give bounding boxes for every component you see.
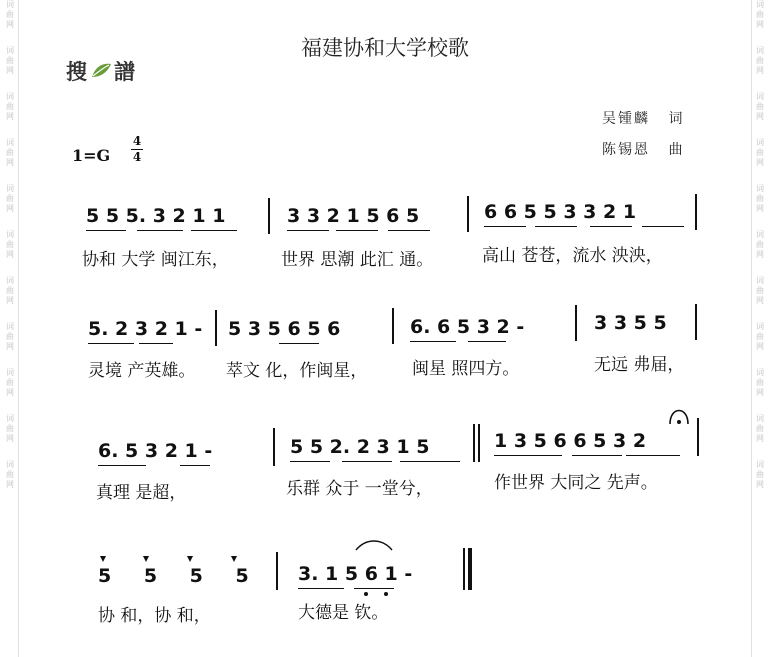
beam <box>494 455 562 456</box>
watermark-text: 词 曲 网 <box>6 414 14 443</box>
barline <box>215 310 217 346</box>
beam <box>484 226 526 227</box>
beam <box>535 226 577 227</box>
watermark-text: 词 曲 网 <box>6 460 14 489</box>
watermark-text: 词 曲 网 <box>6 322 14 351</box>
beam <box>400 461 460 462</box>
watermark-text: 词 曲 网 <box>756 46 764 75</box>
beam <box>86 230 126 231</box>
composer-name: 陈锡恩 <box>602 142 650 158</box>
meter-top: 4 <box>132 134 142 148</box>
watermark-text: 词 曲 网 <box>756 414 764 443</box>
line1-measure3-notes: 6 6 5 5 3 3 2 1 <box>484 201 637 223</box>
margin-line-right <box>751 0 752 657</box>
beam <box>590 226 632 227</box>
low-octave-dot <box>384 592 388 596</box>
beam <box>410 341 456 342</box>
site-logo[interactable] <box>66 56 136 86</box>
line3-measure2-notes: 5 5 2. 2 3 1 5 <box>290 436 430 458</box>
line2-lyrics1: 灵境 产英雄。 <box>88 361 196 381</box>
line4-measure2-notes: 3. 1 5 6 1 - <box>298 563 413 585</box>
final-barline-thin <box>463 548 465 590</box>
watermark-text: 词 曲 网 <box>6 230 14 259</box>
line2-measure2-notes: 5 3 5 6 5 6 <box>228 318 341 340</box>
line2-measure3-notes: 6. 6 5 3 2 - <box>410 316 525 338</box>
watermark-text: 词 曲 网 <box>756 368 764 397</box>
barline <box>392 308 394 344</box>
barline <box>695 304 697 340</box>
beam <box>137 230 183 231</box>
watermark-text: 词 曲 网 <box>756 0 764 29</box>
beam <box>642 226 684 227</box>
logo-text-right: 譜 <box>114 60 136 84</box>
line3-lyrics1: 真理 是超， <box>96 483 187 503</box>
barline <box>695 194 697 230</box>
beam <box>279 343 319 344</box>
time-signature <box>130 134 144 165</box>
lyricist-name: 吴锺麟 <box>602 111 650 127</box>
watermark-text: 词 曲 网 <box>756 460 764 489</box>
line3-measure3-notes: 1 3 5 6 6 5 3 2 <box>494 430 647 452</box>
barline <box>697 418 699 456</box>
accent-icon <box>187 556 193 562</box>
watermark-text: 词 曲 网 <box>756 322 764 351</box>
line2-lyrics2: 萃文 化，作闽星， <box>226 361 368 381</box>
watermark-left <box>4 0 16 657</box>
watermark-text: 词 曲 网 <box>756 276 764 305</box>
line1-lyrics2: 世界 思潮 此汇 通。 <box>281 250 434 270</box>
beam <box>88 343 134 344</box>
barline <box>276 552 278 590</box>
accent-icon <box>231 556 237 562</box>
watermark-text: 词 曲 网 <box>6 184 14 213</box>
fermata-icon <box>668 404 690 430</box>
beam <box>354 588 394 589</box>
line1-lyrics1: 协和 大学 闽江东， <box>82 250 229 270</box>
watermark-text: 词 曲 网 <box>756 230 764 259</box>
slur-icon <box>354 538 394 552</box>
line3-lyrics2: 乐群 众于 一堂兮， <box>286 479 433 499</box>
line1-measure1-notes: 5 5 5. 3 2 1 1 <box>86 205 226 227</box>
final-barline-thick <box>468 548 472 590</box>
beam <box>572 455 622 456</box>
barline <box>268 198 270 234</box>
beam <box>336 230 378 231</box>
beam <box>139 343 173 344</box>
barline <box>575 305 577 341</box>
line2-lyrics4: 无远 弗届， <box>594 355 685 375</box>
line2-measure1-notes: 5. 2 3 2 1 - <box>88 318 203 340</box>
barline <box>467 196 469 232</box>
watermark-text: 词 曲 网 <box>6 0 14 29</box>
line1-measure2-notes: 3 3 2 1 5 6 5 <box>287 205 420 227</box>
key-signature: 1=G <box>72 146 111 165</box>
line4-lyrics1: 协 和，协 和， <box>98 606 211 626</box>
beam <box>388 230 430 231</box>
accent-icon <box>100 556 106 562</box>
watermark-text: 词 曲 网 <box>756 138 764 167</box>
watermark-text: 词 曲 网 <box>6 368 14 397</box>
line2-lyrics3: 闽星 照四方。 <box>412 359 520 379</box>
barline <box>478 424 480 462</box>
beam <box>191 230 237 231</box>
logo-text-left: 搜 <box>66 60 88 84</box>
watermark-right <box>754 0 766 657</box>
beam <box>342 461 392 462</box>
composer-credit <box>602 139 684 159</box>
meter-bottom: 4 <box>132 150 142 164</box>
beam <box>298 588 344 589</box>
low-octave-dot <box>364 592 368 596</box>
lyricist-role: 词 <box>668 111 685 127</box>
line2-measure4-notes: 3 3 5 5 <box>594 312 667 334</box>
watermark-text: 词 曲 网 <box>756 92 764 121</box>
line4-measure1-notes: 5 5 5 5 <box>98 565 249 587</box>
accent-icon <box>143 556 149 562</box>
line1-lyrics3: 高山 苍苍，流水 泱泱， <box>482 246 663 266</box>
beam <box>468 341 506 342</box>
barline <box>273 428 275 466</box>
beam <box>626 455 680 456</box>
margin-line-left <box>18 0 19 657</box>
beam <box>180 465 210 466</box>
watermark-text: 词 曲 网 <box>6 276 14 305</box>
watermark-text: 词 曲 网 <box>756 184 764 213</box>
line3-lyrics3: 作世界 大同之 先声。 <box>494 473 658 493</box>
beam <box>287 230 329 231</box>
beam <box>98 465 146 466</box>
line4-lyrics2: 大德是 钦。 <box>298 603 389 623</box>
watermark-text: 词 曲 网 <box>6 46 14 75</box>
leaf-icon <box>90 63 112 79</box>
composer-role: 曲 <box>668 142 685 158</box>
lyricist-credit <box>602 108 684 128</box>
beam <box>290 461 330 462</box>
line3-measure1-notes: 6. 5 3 2 1 - <box>98 440 213 462</box>
barline <box>473 424 475 462</box>
song-title: 福建协和大学校歌 <box>301 36 469 60</box>
watermark-text: 词 曲 网 <box>6 138 14 167</box>
watermark-text: 词 曲 网 <box>6 92 14 121</box>
